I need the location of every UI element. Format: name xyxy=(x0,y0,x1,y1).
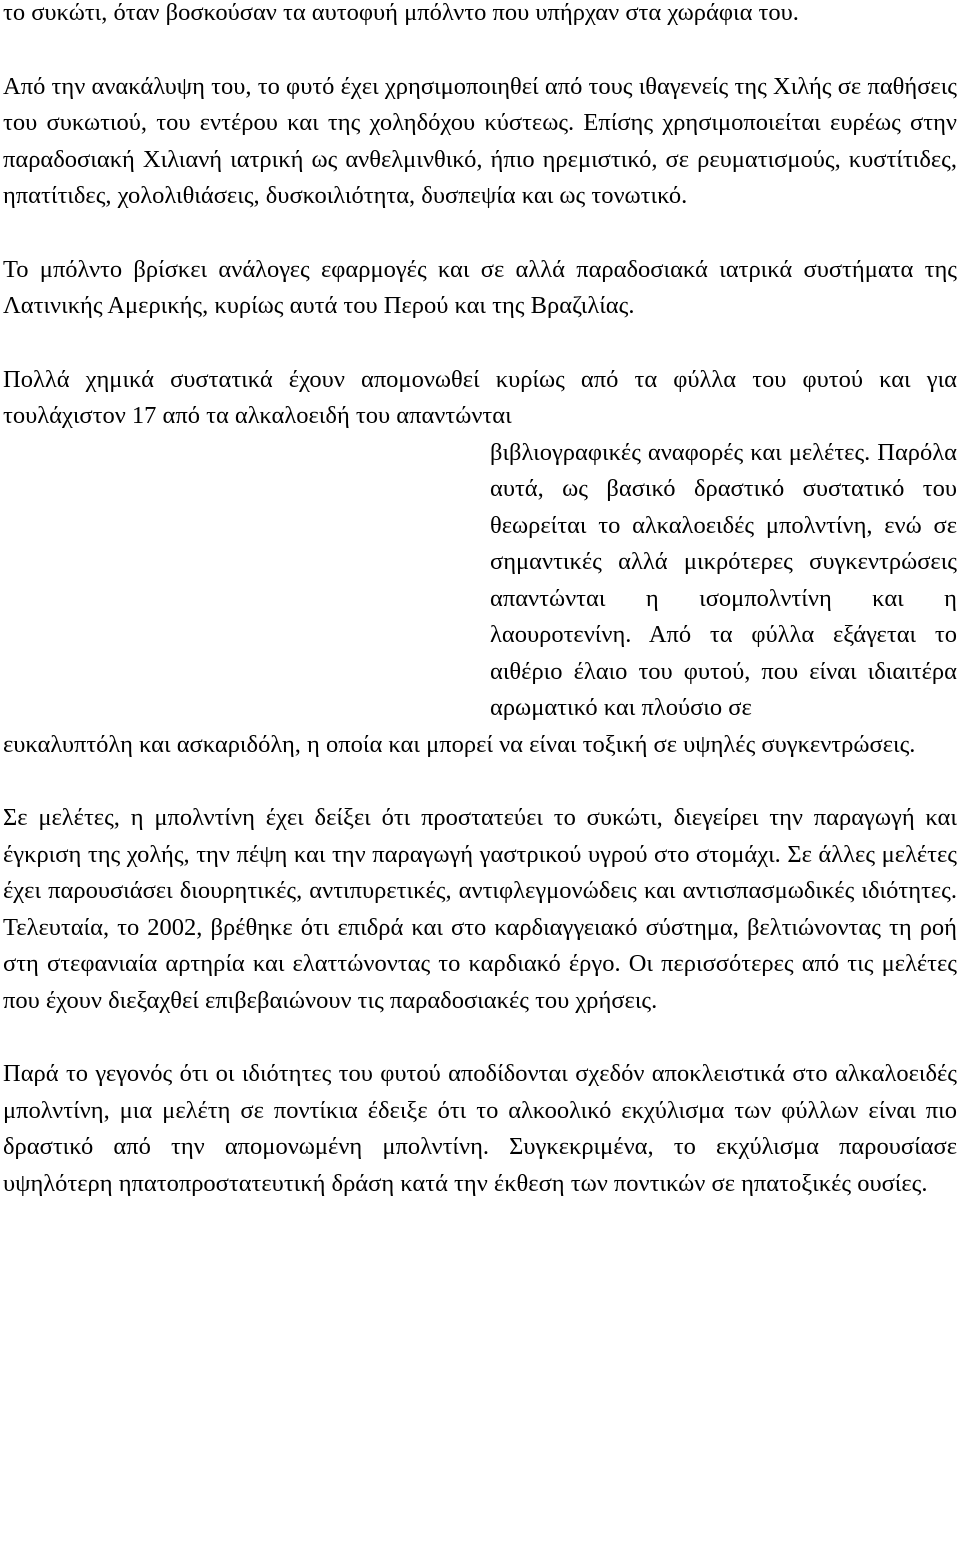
paragraph-liver-grazing: το συκώτι, όταν βοσκούσαν τα αυτοφυή μπόλντο που υπήρχαν στα χωράφια του. xyxy=(3,0,799,26)
paragraph-gap xyxy=(3,1019,957,1056)
paragraph-traditional-use-chile: Από την ανακάλυψη του, το φυτό έχει χρησιμοποιηθεί από τους ιθαγενείς της Χιλής σε παθήσεις του συκωτιού, του εντέρου και της χοληδόχου κύστεως. Επίσης χρησιμοποιείται ευρέως στην παραδοσιακή Χιλιανή ιατρική ως ανθελμινθικό, ήπιο ηρεμιστικό, σε ρευματισμούς, κυστίτιδες, ηπατίτιδες, χολολιθιάσεις, δυσκοιλιότητα, δυσπεψία και ως τονωτικό. xyxy=(3,72,957,209)
paragraph-gap xyxy=(3,763,957,800)
paragraph-gap xyxy=(3,215,957,252)
chemistry-intro-text: Πολλά χημικά συστατικά έχουν απομονωθεί κυρίως από τα φύλλα του φυτού και για τουλάχιστον 17 από τα αλκαλοειδή του απαντώνται xyxy=(3,365,957,429)
paragraph-extract-study: Παρά το γεγονός ότι οι ιδιότητες του φυτού αποδίδονται σχεδόν αποκλειστικά στο αλκαλοειδές μπολντίνη, μια μελέτη σε ποντίκια έδειξε ότι το αλκοολικό εκχύλισμα των φύλλων είναι πιο δραστικό από την απομονωμένη μπολντίνη. Συγκεκριμένα, το εκχύλισμα παρουσίασε υψηλότερη ηπατοπροστατευτική δράση κατά την έκθεση των ποντικών σε ηπατοξικές ουσίες. xyxy=(3,1060,957,1197)
paragraph-chemical-constituents xyxy=(3,362,957,764)
chemistry-indented-text: βιβλιογραφικές αναφορές και μελέτες. Παρόλα αυτά, ως βασικό δραστικό συστατικό του θεωρείται το αλκαλοειδές μπολντίνη, ενώ σε σημαντικές αλλά μικρότερες συγκεντρώσεις απαντώνται η ισομπολντίνη και η λαουροτενίνη. Από τα φύλλα εξάγεται το αιθέριο έλαιο του φυτού, που είναι ιδιαιτέρα αρωματικό και πλούσιο σε xyxy=(490,438,957,721)
paragraph-studies-boldine: Σε μελέτες, η μπολντίνη έχει δείξει ότι προστατεύει το συκώτι, διεγείρει την παραγωγή και έγκριση της χολής, την πέψη και την παραγωγή γαστρικού υγρού στο στομάχι. Σε άλλες μελέτες έχει παρουσιάσει διουρητικές, αντιπυρετικές, αντιφλεγμονώδεις και αντισπασμωδικές ιδιότητες. Τελευταία, το 2002, βρέθηκε ότι επιδρά και στο καρδιαγγειακό σύστημα, βελτιώνοντας τη ροή στη στεφανιαία αρτηρία και ελαττώνοντας το καρδιακό έργο. Οι περισσότερες από τις μελέτες που έχουν διεξαχθεί επιβεβαιώνουν τις παραδοσιακές του χρήσεις. xyxy=(3,804,957,1014)
paragraph-latin-america-use: Το μπόλντο βρίσκει ανάλογες εφαρμογές και σε αλλά παραδοσιακά ιατρικά συστήματα της Λατινικής Αμερικής, κυρίως αυτά του Περού και της Βραζιλίας. xyxy=(3,255,957,319)
chemistry-closing-text: ευκαλυπτόλη και ασκαριδόλη, η οποία και μπορεί να είναι τοξική σε υψηλές συγκεντρώσεις. xyxy=(3,730,916,758)
paragraph-gap xyxy=(3,325,957,362)
paragraph-gap xyxy=(3,32,957,69)
